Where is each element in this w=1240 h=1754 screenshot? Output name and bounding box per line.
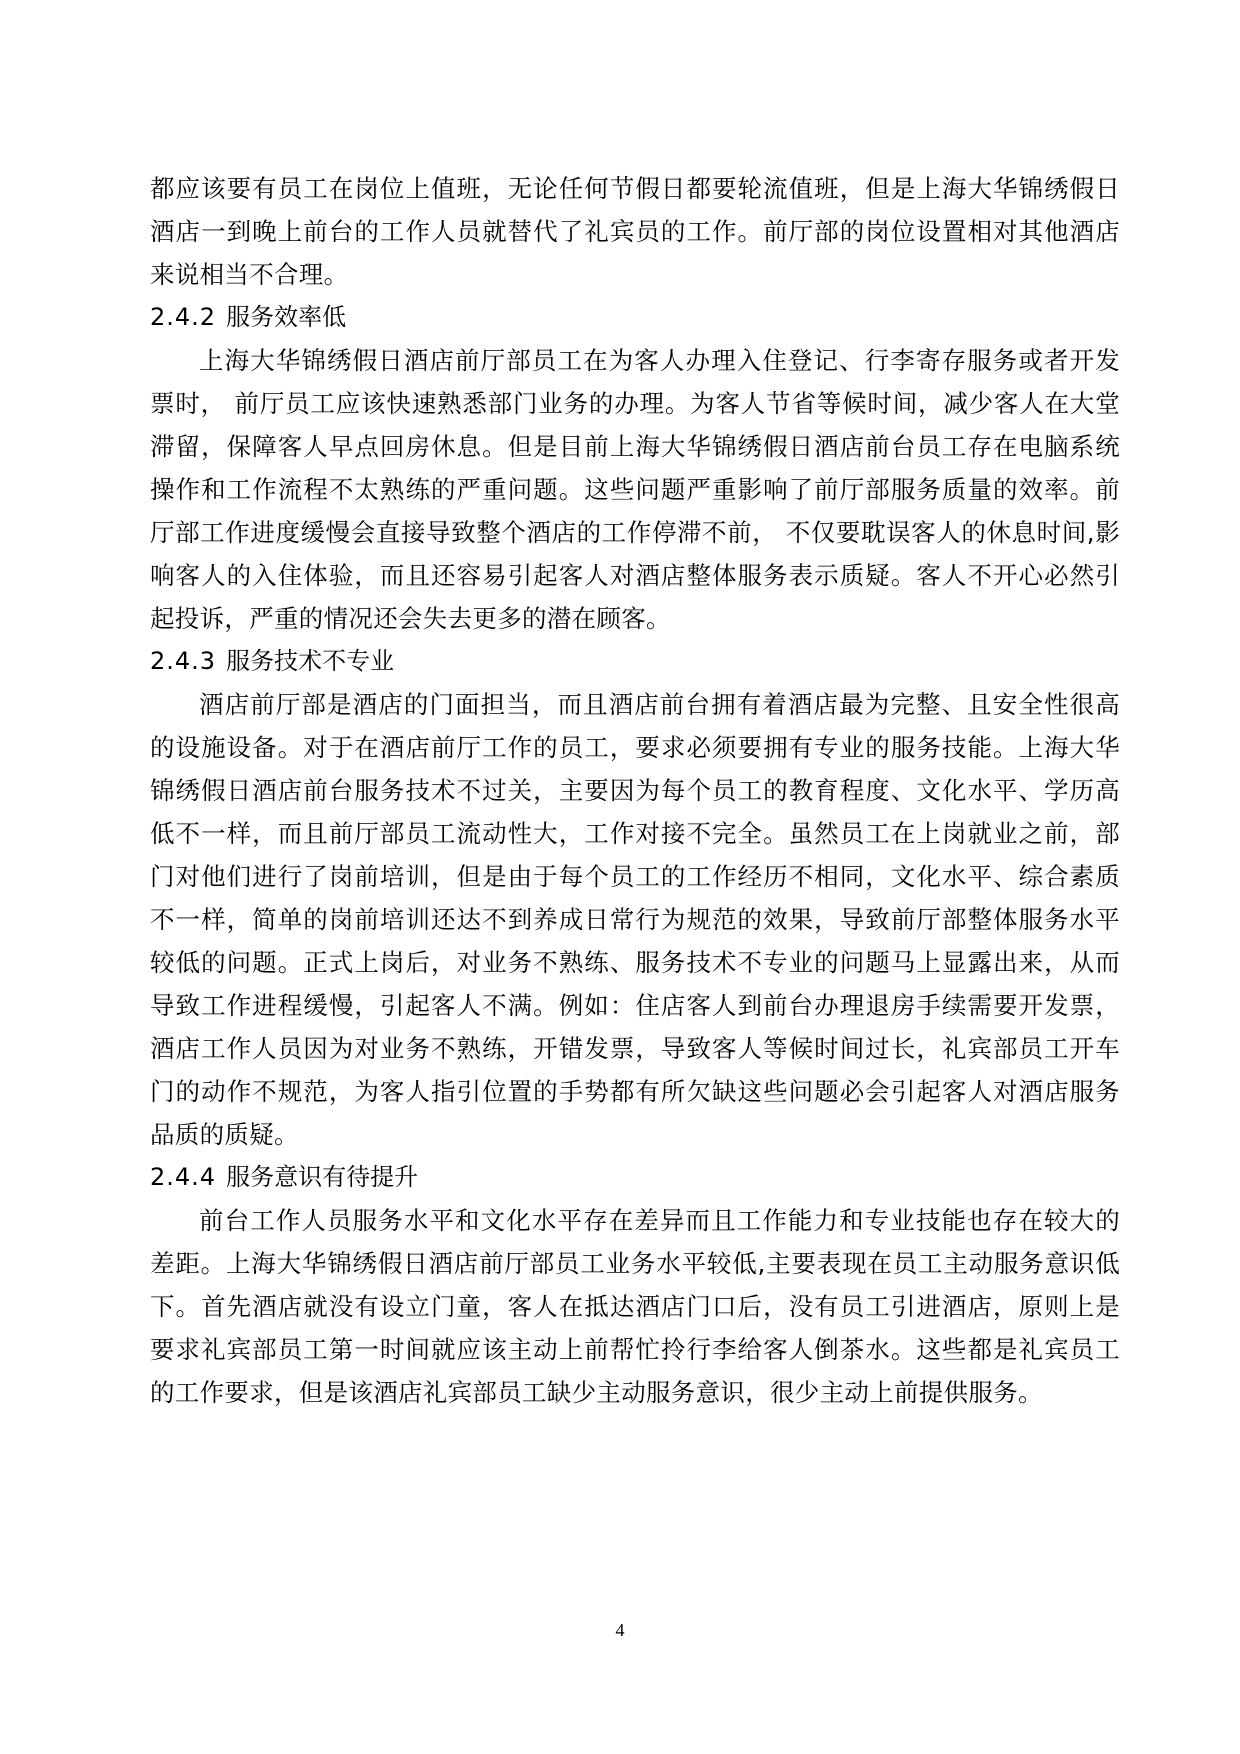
paragraph-line: 品质的质疑。 [150, 1120, 299, 1149]
intro-paragraph [150, 167, 1120, 296]
section-heading-2-4-3 [150, 640, 1120, 683]
document-body [150, 167, 1120, 1414]
paragraph-line: 下。首先酒店就没有设立门童，客人在抵达酒店门口后，没有员工引进酒店，原则上是 [150, 1292, 1120, 1321]
paragraph-line: 较低的问题。正式上岗后，对业务不熟练、服务技术不专业的问题马上显露出来，从而 [150, 948, 1120, 977]
paragraph-line: 酒店一到晚上前台的工作人员就替代了礼宾员的工作。前厅部的岗位设置相对其他酒店 [150, 217, 1120, 246]
paragraph-line: 低不一样，而且前厅部员工流动性大，工作对接不完全。虽然员工在上岗就业之前，部 [150, 819, 1120, 848]
section-number: 2.4.4 [150, 1163, 217, 1191]
paragraph-line: 差距。上海大华锦绣假日酒店前厅部员工业务水平较低,主要表现在员工主动服务意识低 [150, 1249, 1120, 1278]
section-number: 2.4.2 [150, 303, 217, 331]
section-title: 服务效率低 [226, 303, 347, 331]
paragraph-line: 前台工作人员服务水平和文化水平存在差异而且工作能力和专业技能也存在较大的 [199, 1206, 1120, 1235]
paragraph-line: 酒店前厅部是酒店的门面担当，而且酒店前台拥有着酒店最为完整、且安全性很高 [199, 690, 1120, 719]
section-title: 服务技术不专业 [226, 647, 395, 675]
paragraph-line: 门的动作不规范，为客人指引位置的手势都有所欠缺这些问题必会引起客人对酒店服务 [150, 1077, 1120, 1106]
paragraph-line: 票时， 前厅员工应该快速熟悉部门业务的办理。为客人节省等候时间，减少客人在大堂 [150, 389, 1120, 418]
section-paragraph-2-4-4 [150, 1199, 1120, 1414]
section-title: 服务意识有待提升 [226, 1163, 419, 1191]
paragraph-line: 厅部工作进度缓慢会直接导致整个酒店的工作停滞不前， 不仅要耽误客人的休息时间,影 [150, 518, 1120, 547]
paragraph-line: 起投诉，严重的情况还会失去更多的潜在顾客。 [150, 604, 671, 633]
paragraph-line: 响客人的入住体验，而且还容易引起客人对酒店整体服务表示质疑。客人不开心必然引 [150, 561, 1120, 590]
section-heading-2-4-2 [150, 296, 1120, 339]
paragraph-line: 操作和工作流程不太熟练的严重问题。这些问题严重影响了前厅部服务质量的效率。前 [150, 475, 1120, 504]
section-heading-2-4-4 [150, 1156, 1120, 1199]
paragraph-line: 导致工作进程缓慢，引起客人不满。例如：住店客人到前台办理退房手续需要开发票， [150, 991, 1120, 1020]
paragraph-line: 都应该要有员工在岗位上值班，无论任何节假日都要轮流值班，但是上海大华锦绣假日 [150, 174, 1120, 203]
paragraph-line: 的工作要求，但是该酒店礼宾部员工缺少主动服务意识，很少主动上前提供服务。 [150, 1378, 1043, 1407]
paragraph-line: 来说相当不合理。 [150, 260, 349, 289]
paragraph-line: 酒店工作人员因为对业务不熟练，开错发票，导致客人等候时间过长，礼宾部员工开车 [150, 1034, 1120, 1063]
paragraph-line: 不一样，简单的岗前培训还达不到养成日常行为规范的效果，导致前厅部整体服务水平 [150, 905, 1120, 934]
paragraph-line: 锦绣假日酒店前台服务技术不过关，主要因为每个员工的教育程度、文化水平、学历高 [150, 776, 1120, 805]
page-number: 4 [615, 1620, 625, 1640]
section-paragraph-2-4-2 [150, 339, 1120, 640]
section-paragraph-2-4-3 [150, 683, 1120, 1156]
paragraph-line: 的设施设备。对于在酒店前厅工作的员工，要求必须要拥有专业的服务技能。上海大华 [150, 733, 1120, 762]
paragraph-line: 滞留，保障客人早点回房休息。但是目前上海大华锦绣假日酒店前台员工存在电脑系统 [150, 432, 1120, 461]
paragraph-line: 门对他们进行了岗前培训，但是由于每个员工的工作经历不相同，文化水平、综合素质 [150, 862, 1120, 891]
section-number: 2.4.3 [150, 647, 217, 675]
paragraph-line: 要求礼宾部员工第一时间就应该主动上前帮忙拎行李给客人倒茶水。这些都是礼宾员工 [150, 1335, 1120, 1364]
paragraph-line: 上海大华锦绣假日酒店前厅部员工在为客人办理入住登记、行李寄存服务或者开发 [199, 346, 1120, 375]
